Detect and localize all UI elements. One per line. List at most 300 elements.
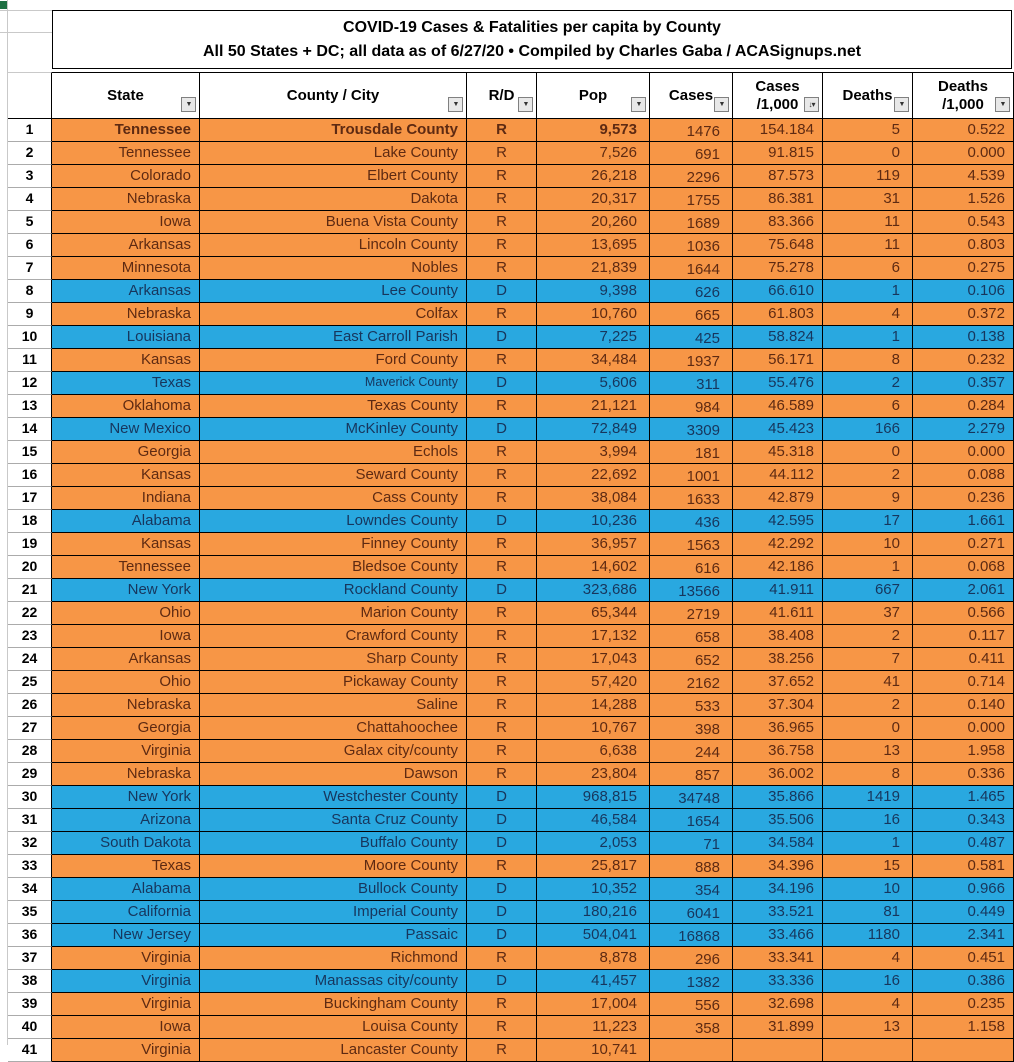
population-cell[interactable]: 57,420 — [537, 671, 650, 694]
cases-per-1000-cell[interactable]: 154.184 — [733, 119, 823, 142]
state-cell[interactable]: Nebraska — [52, 188, 200, 211]
county-cell[interactable]: Trousdale County — [200, 119, 467, 142]
deaths-per-1000-cell[interactable]: 0.138 — [913, 326, 1014, 349]
population-cell[interactable]: 23,804 — [537, 763, 650, 786]
county-cell[interactable]: Lake County — [200, 142, 467, 165]
population-cell[interactable]: 38,084 — [537, 487, 650, 510]
cases-cell[interactable]: 984 — [650, 395, 733, 418]
deaths-cell[interactable]: 119 — [823, 165, 913, 188]
party-cell[interactable]: D — [467, 832, 537, 855]
cases-cell[interactable]: 425 — [650, 326, 733, 349]
county-cell[interactable]: Seward County — [200, 464, 467, 487]
row-number-cell[interactable]: 28 — [8, 740, 52, 763]
deaths-cell[interactable]: 1 — [823, 556, 913, 579]
state-cell[interactable]: Oklahoma — [52, 395, 200, 418]
population-cell[interactable]: 21,839 — [537, 257, 650, 280]
filter-button-rd[interactable] — [518, 97, 533, 112]
deaths-per-1000-cell[interactable]: 0.117 — [913, 625, 1014, 648]
cases-cell[interactable]: 2296 — [650, 165, 733, 188]
deaths-cell[interactable]: 166 — [823, 418, 913, 441]
population-cell[interactable]: 968,815 — [537, 786, 650, 809]
deaths-per-1000-cell[interactable]: 0.566 — [913, 602, 1014, 625]
cases-cell[interactable]: 398 — [650, 717, 733, 740]
deaths-cell[interactable]: 10 — [823, 878, 913, 901]
state-cell[interactable]: Texas — [52, 372, 200, 395]
cases-per-1000-cell[interactable]: 34.396 — [733, 855, 823, 878]
population-cell[interactable]: 65,344 — [537, 602, 650, 625]
party-cell[interactable]: R — [467, 487, 537, 510]
county-cell[interactable]: Ford County — [200, 349, 467, 372]
state-cell[interactable]: Alabama — [52, 510, 200, 533]
row-number-cell[interactable]: 25 — [8, 671, 52, 694]
row-number-cell[interactable]: 20 — [8, 556, 52, 579]
state-cell[interactable]: New York — [52, 786, 200, 809]
deaths-per-1000-cell[interactable]: 0.235 — [913, 993, 1014, 1016]
row-number-cell[interactable]: 38 — [8, 970, 52, 993]
party-cell[interactable]: R — [467, 625, 537, 648]
county-cell[interactable]: Galax city/county — [200, 740, 467, 763]
filter-button-state[interactable] — [181, 97, 196, 112]
deaths-cell[interactable]: 0 — [823, 142, 913, 165]
state-cell[interactable]: Georgia — [52, 717, 200, 740]
state-cell[interactable]: Virginia — [52, 740, 200, 763]
row-number-cell[interactable]: 26 — [8, 694, 52, 717]
cases-per-1000-cell[interactable]: 33.336 — [733, 970, 823, 993]
party-cell[interactable]: R — [467, 165, 537, 188]
county-cell[interactable]: Manassas city/county — [200, 970, 467, 993]
cases-cell[interactable]: 1633 — [650, 487, 733, 510]
county-cell[interactable]: Moore County — [200, 855, 467, 878]
cases-cell[interactable]: 34748 — [650, 786, 733, 809]
row-number-cell[interactable]: 23 — [8, 625, 52, 648]
row-number-cell[interactable]: 14 — [8, 418, 52, 441]
population-cell[interactable]: 14,602 — [537, 556, 650, 579]
cases-per-1000-cell[interactable]: 87.573 — [733, 165, 823, 188]
deaths-per-1000-cell[interactable]: 0.372 — [913, 303, 1014, 326]
deaths-per-1000-cell[interactable]: 2.341 — [913, 924, 1014, 947]
row-number-cell[interactable]: 19 — [8, 533, 52, 556]
state-cell[interactable]: Iowa — [52, 625, 200, 648]
cases-cell[interactable]: 311 — [650, 372, 733, 395]
column-header-pop[interactable] — [537, 72, 650, 119]
population-cell[interactable]: 3,994 — [537, 441, 650, 464]
state-cell[interactable]: Nebraska — [52, 694, 200, 717]
deaths-per-1000-cell[interactable]: 1.465 — [913, 786, 1014, 809]
party-cell[interactable]: R — [467, 533, 537, 556]
cases-cell[interactable]: 1001 — [650, 464, 733, 487]
deaths-cell[interactable]: 4 — [823, 947, 913, 970]
cases-per-1000-cell[interactable]: 36.965 — [733, 717, 823, 740]
cases-per-1000-cell[interactable]: 38.256 — [733, 648, 823, 671]
cases-per-1000-cell[interactable]: 61.803 — [733, 303, 823, 326]
population-cell[interactable]: 7,526 — [537, 142, 650, 165]
county-cell[interactable]: Cass County — [200, 487, 467, 510]
cases-per-1000-cell[interactable]: 36.002 — [733, 763, 823, 786]
population-cell[interactable]: 25,817 — [537, 855, 650, 878]
population-cell[interactable]: 41,457 — [537, 970, 650, 993]
cases-cell[interactable]: 436 — [650, 510, 733, 533]
deaths-cell[interactable]: 37 — [823, 602, 913, 625]
deaths-cell[interactable]: 4 — [823, 303, 913, 326]
filter-button-county[interactable] — [448, 97, 463, 112]
cases-per-1000-cell[interactable]: 56.171 — [733, 349, 823, 372]
row-number-cell[interactable]: 29 — [8, 763, 52, 786]
party-cell[interactable]: R — [467, 257, 537, 280]
deaths-cell[interactable]: 16 — [823, 809, 913, 832]
state-cell[interactable]: California — [52, 901, 200, 924]
party-cell[interactable]: D — [467, 878, 537, 901]
party-cell[interactable]: R — [467, 1016, 537, 1039]
row-number-cell[interactable]: 9 — [8, 303, 52, 326]
county-cell[interactable]: Maverick County — [200, 372, 467, 395]
state-cell[interactable]: Colorado — [52, 165, 200, 188]
column-header-deaths[interactable] — [823, 72, 913, 119]
cases-cell[interactable]: 857 — [650, 763, 733, 786]
cases-cell[interactable]: 1382 — [650, 970, 733, 993]
deaths-cell[interactable]: 13 — [823, 740, 913, 763]
cases-cell[interactable]: 3309 — [650, 418, 733, 441]
row-number-cell[interactable]: 7 — [8, 257, 52, 280]
row-number-cell[interactable]: 17 — [8, 487, 52, 510]
state-cell[interactable]: South Dakota — [52, 832, 200, 855]
population-cell[interactable]: 8,878 — [537, 947, 650, 970]
deaths-cell[interactable]: 16 — [823, 970, 913, 993]
deaths-cell[interactable]: 31 — [823, 188, 913, 211]
county-cell[interactable]: McKinley County — [200, 418, 467, 441]
party-cell[interactable]: R — [467, 855, 537, 878]
deaths-cell[interactable]: 6 — [823, 395, 913, 418]
party-cell[interactable]: R — [467, 142, 537, 165]
state-cell[interactable]: Kansas — [52, 464, 200, 487]
population-cell[interactable]: 20,260 — [537, 211, 650, 234]
state-cell[interactable]: Virginia — [52, 993, 200, 1016]
deaths-per-1000-cell[interactable]: 0.140 — [913, 694, 1014, 717]
state-cell[interactable]: New Jersey — [52, 924, 200, 947]
county-cell[interactable]: Colfax — [200, 303, 467, 326]
state-cell[interactable]: Arizona — [52, 809, 200, 832]
county-cell[interactable]: Lowndes County — [200, 510, 467, 533]
cases-per-1000-cell[interactable]: 46.589 — [733, 395, 823, 418]
state-cell[interactable]: Alabama — [52, 878, 200, 901]
county-cell[interactable]: Texas County — [200, 395, 467, 418]
population-cell[interactable]: 22,692 — [537, 464, 650, 487]
row-number-cell[interactable]: 12 — [8, 372, 52, 395]
party-cell[interactable]: D — [467, 372, 537, 395]
deaths-cell[interactable]: 0 — [823, 717, 913, 740]
deaths-cell[interactable]: 1 — [823, 326, 913, 349]
county-cell[interactable]: Santa Cruz County — [200, 809, 467, 832]
cases-cell[interactable]: 181 — [650, 441, 733, 464]
deaths-cell[interactable]: 13 — [823, 1016, 913, 1039]
county-cell[interactable]: Rockland County — [200, 579, 467, 602]
state-cell[interactable]: Arkansas — [52, 648, 200, 671]
party-cell[interactable]: R — [467, 303, 537, 326]
state-cell[interactable]: Kansas — [52, 533, 200, 556]
corner-header-cell[interactable] — [8, 72, 52, 119]
county-cell[interactable]: Passaic — [200, 924, 467, 947]
county-cell[interactable]: Echols — [200, 441, 467, 464]
filter-button-cases[interactable] — [714, 97, 729, 112]
state-cell[interactable]: Tennessee — [52, 119, 200, 142]
party-cell[interactable]: D — [467, 970, 537, 993]
column-header-cases[interactable] — [650, 72, 733, 119]
cases-cell[interactable]: 691 — [650, 142, 733, 165]
deaths-cell[interactable]: 2 — [823, 372, 913, 395]
row-number-cell[interactable]: 34 — [8, 878, 52, 901]
cases-per-1000-cell[interactable]: 58.824 — [733, 326, 823, 349]
population-cell[interactable]: 323,686 — [537, 579, 650, 602]
population-cell[interactable]: 17,043 — [537, 648, 650, 671]
population-cell[interactable]: 9,398 — [537, 280, 650, 303]
column-header-rd[interactable] — [467, 72, 537, 119]
party-cell[interactable]: R — [467, 119, 537, 142]
county-cell[interactable]: Buena Vista County — [200, 211, 467, 234]
population-cell[interactable]: 10,236 — [537, 510, 650, 533]
cases-per-1000-cell[interactable]: 31.899 — [733, 1016, 823, 1039]
population-cell[interactable]: 504,041 — [537, 924, 650, 947]
county-cell[interactable]: Richmond — [200, 947, 467, 970]
deaths-per-1000-cell[interactable]: 0.522 — [913, 119, 1014, 142]
state-cell[interactable]: Nebraska — [52, 303, 200, 326]
population-cell[interactable]: 17,132 — [537, 625, 650, 648]
row-number-cell[interactable]: 21 — [8, 579, 52, 602]
cases-per-1000-cell[interactable]: 34.584 — [733, 832, 823, 855]
state-cell[interactable]: Tennessee — [52, 142, 200, 165]
county-cell[interactable]: Louisa County — [200, 1016, 467, 1039]
deaths-per-1000-cell[interactable]: 0.088 — [913, 464, 1014, 487]
cases-per-1000-cell[interactable]: 35.506 — [733, 809, 823, 832]
cases-cell[interactable]: 652 — [650, 648, 733, 671]
deaths-per-1000-cell[interactable]: 0.068 — [913, 556, 1014, 579]
deaths-cell[interactable]: 8 — [823, 349, 913, 372]
deaths-per-1000-cell[interactable]: 0.451 — [913, 947, 1014, 970]
row-number-cell[interactable]: 10 — [8, 326, 52, 349]
row-number-cell[interactable]: 18 — [8, 510, 52, 533]
cases-cell[interactable]: 1654 — [650, 809, 733, 832]
county-cell[interactable]: Chattahoochee — [200, 717, 467, 740]
county-cell[interactable]: Finney County — [200, 533, 467, 556]
population-cell[interactable]: 5,606 — [537, 372, 650, 395]
population-cell[interactable]: 11,223 — [537, 1016, 650, 1039]
deaths-cell[interactable]: 15 — [823, 855, 913, 878]
deaths-per-1000-cell[interactable]: 1.661 — [913, 510, 1014, 533]
deaths-cell[interactable]: 41 — [823, 671, 913, 694]
population-cell[interactable]: 2,053 — [537, 832, 650, 855]
cases-per-1000-cell[interactable]: 55.476 — [733, 372, 823, 395]
deaths-per-1000-cell[interactable]: 0.343 — [913, 809, 1014, 832]
party-cell[interactable]: D — [467, 326, 537, 349]
cases-per-1000-cell[interactable]: 42.879 — [733, 487, 823, 510]
row-number-cell[interactable]: 22 — [8, 602, 52, 625]
population-cell[interactable]: 26,218 — [537, 165, 650, 188]
population-cell[interactable]: 21,121 — [537, 395, 650, 418]
deaths-per-1000-cell[interactable]: 0.275 — [913, 257, 1014, 280]
column-header-state[interactable] — [52, 72, 200, 119]
deaths-per-1000-cell[interactable]: 0.000 — [913, 142, 1014, 165]
row-number-cell[interactable]: 1 — [8, 119, 52, 142]
party-cell[interactable]: R — [467, 1039, 537, 1062]
deaths-per-1000-cell[interactable]: 0.543 — [913, 211, 1014, 234]
party-cell[interactable]: R — [467, 763, 537, 786]
state-cell[interactable]: New Mexico — [52, 418, 200, 441]
deaths-per-1000-cell[interactable]: 4.539 — [913, 165, 1014, 188]
population-cell[interactable]: 46,584 — [537, 809, 650, 832]
row-number-cell[interactable]: 37 — [8, 947, 52, 970]
population-cell[interactable]: 36,957 — [537, 533, 650, 556]
party-cell[interactable]: R — [467, 993, 537, 1016]
deaths-cell[interactable]: 8 — [823, 763, 913, 786]
row-number-cell[interactable]: 40 — [8, 1016, 52, 1039]
cases-cell[interactable]: 71 — [650, 832, 733, 855]
population-cell[interactable]: 17,004 — [537, 993, 650, 1016]
county-cell[interactable]: Pickaway County — [200, 671, 467, 694]
cases-per-1000-cell[interactable]: 35.866 — [733, 786, 823, 809]
column-header-county[interactable] — [200, 72, 467, 119]
party-cell[interactable]: R — [467, 717, 537, 740]
deaths-per-1000-cell[interactable]: 1.158 — [913, 1016, 1014, 1039]
deaths-cell[interactable]: 1 — [823, 280, 913, 303]
deaths-per-1000-cell[interactable]: 0.232 — [913, 349, 1014, 372]
deaths-per-1000-cell[interactable]: 0.236 — [913, 487, 1014, 510]
state-cell[interactable]: Ohio — [52, 671, 200, 694]
deaths-cell[interactable]: 1180 — [823, 924, 913, 947]
party-cell[interactable]: R — [467, 694, 537, 717]
party-cell[interactable]: R — [467, 234, 537, 257]
deaths-cell[interactable]: 4 — [823, 993, 913, 1016]
county-cell[interactable]: Imperial County — [200, 901, 467, 924]
deaths-cell[interactable]: 667 — [823, 579, 913, 602]
cases-per-1000-cell[interactable]: 36.758 — [733, 740, 823, 763]
county-cell[interactable]: Crawford County — [200, 625, 467, 648]
population-cell[interactable]: 10,741 — [537, 1039, 650, 1062]
state-cell[interactable]: Arkansas — [52, 234, 200, 257]
county-cell[interactable]: Saline — [200, 694, 467, 717]
cases-cell[interactable]: 1563 — [650, 533, 733, 556]
filter-button-pop[interactable] — [631, 97, 646, 112]
cases-per-1000-cell[interactable]: 66.610 — [733, 280, 823, 303]
deaths-cell[interactable]: 17 — [823, 510, 913, 533]
cases-cell[interactable]: 358 — [650, 1016, 733, 1039]
deaths-per-1000-cell[interactable]: 0.106 — [913, 280, 1014, 303]
deaths-per-1000-cell[interactable]: 0.271 — [913, 533, 1014, 556]
cases-cell[interactable]: 556 — [650, 993, 733, 1016]
filter-button-deaths[interactable] — [894, 97, 909, 112]
cases-cell[interactable]: 2162 — [650, 671, 733, 694]
county-cell[interactable]: Dakota — [200, 188, 467, 211]
deaths-per-1000-cell[interactable]: 0.386 — [913, 970, 1014, 993]
population-cell[interactable]: 34,484 — [537, 349, 650, 372]
deaths-cell[interactable] — [823, 1039, 913, 1062]
cases-per-1000-cell[interactable]: 45.318 — [733, 441, 823, 464]
column-header-deaths-per-1000[interactable] — [913, 72, 1014, 119]
row-number-cell[interactable]: 41 — [8, 1039, 52, 1062]
county-cell[interactable]: Sharp County — [200, 648, 467, 671]
cases-per-1000-cell[interactable]: 33.341 — [733, 947, 823, 970]
party-cell[interactable]: R — [467, 602, 537, 625]
cases-cell[interactable]: 626 — [650, 280, 733, 303]
cases-per-1000-cell[interactable]: 37.652 — [733, 671, 823, 694]
deaths-per-1000-cell[interactable]: 0.000 — [913, 717, 1014, 740]
row-number-cell[interactable]: 30 — [8, 786, 52, 809]
row-number-cell[interactable]: 15 — [8, 441, 52, 464]
cases-per-1000-cell[interactable]: 75.278 — [733, 257, 823, 280]
population-cell[interactable]: 14,288 — [537, 694, 650, 717]
cases-per-1000-cell[interactable]: 41.911 — [733, 579, 823, 602]
party-cell[interactable]: R — [467, 395, 537, 418]
deaths-per-1000-cell[interactable]: 1.958 — [913, 740, 1014, 763]
row-number-cell[interactable]: 36 — [8, 924, 52, 947]
state-cell[interactable]: Arkansas — [52, 280, 200, 303]
deaths-cell[interactable]: 0 — [823, 441, 913, 464]
cases-per-1000-cell[interactable]: 41.611 — [733, 602, 823, 625]
deaths-cell[interactable]: 1 — [823, 832, 913, 855]
population-cell[interactable]: 13,695 — [537, 234, 650, 257]
cases-per-1000-cell[interactable]: 83.366 — [733, 211, 823, 234]
cases-per-1000-cell[interactable]: 37.304 — [733, 694, 823, 717]
row-number-cell[interactable]: 27 — [8, 717, 52, 740]
cases-cell[interactable]: 616 — [650, 556, 733, 579]
deaths-cell[interactable]: 2 — [823, 464, 913, 487]
row-number-cell[interactable]: 3 — [8, 165, 52, 188]
state-cell[interactable]: Virginia — [52, 947, 200, 970]
state-cell[interactable]: Nebraska — [52, 763, 200, 786]
deaths-per-1000-cell[interactable]: 2.279 — [913, 418, 1014, 441]
deaths-per-1000-cell[interactable]: 0.581 — [913, 855, 1014, 878]
row-number-cell[interactable]: 11 — [8, 349, 52, 372]
deaths-cell[interactable]: 81 — [823, 901, 913, 924]
row-number-cell[interactable]: 6 — [8, 234, 52, 257]
county-cell[interactable]: Marion County — [200, 602, 467, 625]
deaths-cell[interactable]: 5 — [823, 119, 913, 142]
row-number-cell[interactable]: 31 — [8, 809, 52, 832]
cases-cell[interactable]: 1036 — [650, 234, 733, 257]
row-number-cell[interactable]: 39 — [8, 993, 52, 1016]
party-cell[interactable]: R — [467, 671, 537, 694]
row-number-cell[interactable]: 24 — [8, 648, 52, 671]
cases-cell[interactable]: 6041 — [650, 901, 733, 924]
county-cell[interactable]: East Carroll Parish — [200, 326, 467, 349]
cases-cell[interactable]: 296 — [650, 947, 733, 970]
deaths-per-1000-cell[interactable]: 0.714 — [913, 671, 1014, 694]
row-number-cell[interactable]: 16 — [8, 464, 52, 487]
county-cell[interactable]: Westchester County — [200, 786, 467, 809]
party-cell[interactable]: R — [467, 441, 537, 464]
deaths-per-1000-cell[interactable]: 1.526 — [913, 188, 1014, 211]
cases-per-1000-cell[interactable]: 34.196 — [733, 878, 823, 901]
cases-cell[interactable]: 533 — [650, 694, 733, 717]
cases-cell[interactable]: 2719 — [650, 602, 733, 625]
party-cell[interactable]: D — [467, 280, 537, 303]
county-cell[interactable]: Nobles — [200, 257, 467, 280]
deaths-per-1000-cell[interactable]: 0.966 — [913, 878, 1014, 901]
filter-button-cases-per-1000-sorted[interactable] — [804, 97, 819, 112]
party-cell[interactable]: R — [467, 188, 537, 211]
deaths-per-1000-cell[interactable]: 0.000 — [913, 441, 1014, 464]
cases-cell[interactable]: 1937 — [650, 349, 733, 372]
deaths-per-1000-cell[interactable]: 0.411 — [913, 648, 1014, 671]
cases-per-1000-cell[interactable]: 32.698 — [733, 993, 823, 1016]
cases-cell[interactable]: 244 — [650, 740, 733, 763]
population-cell[interactable]: 10,767 — [537, 717, 650, 740]
cases-per-1000-cell[interactable]: 75.648 — [733, 234, 823, 257]
row-number-cell[interactable]: 2 — [8, 142, 52, 165]
state-cell[interactable]: Louisiana — [52, 326, 200, 349]
cases-per-1000-cell[interactable] — [733, 1039, 823, 1062]
state-cell[interactable]: Minnesota — [52, 257, 200, 280]
party-cell[interactable]: R — [467, 464, 537, 487]
county-cell[interactable]: Bullock County — [200, 878, 467, 901]
cases-cell[interactable]: 1476 — [650, 119, 733, 142]
